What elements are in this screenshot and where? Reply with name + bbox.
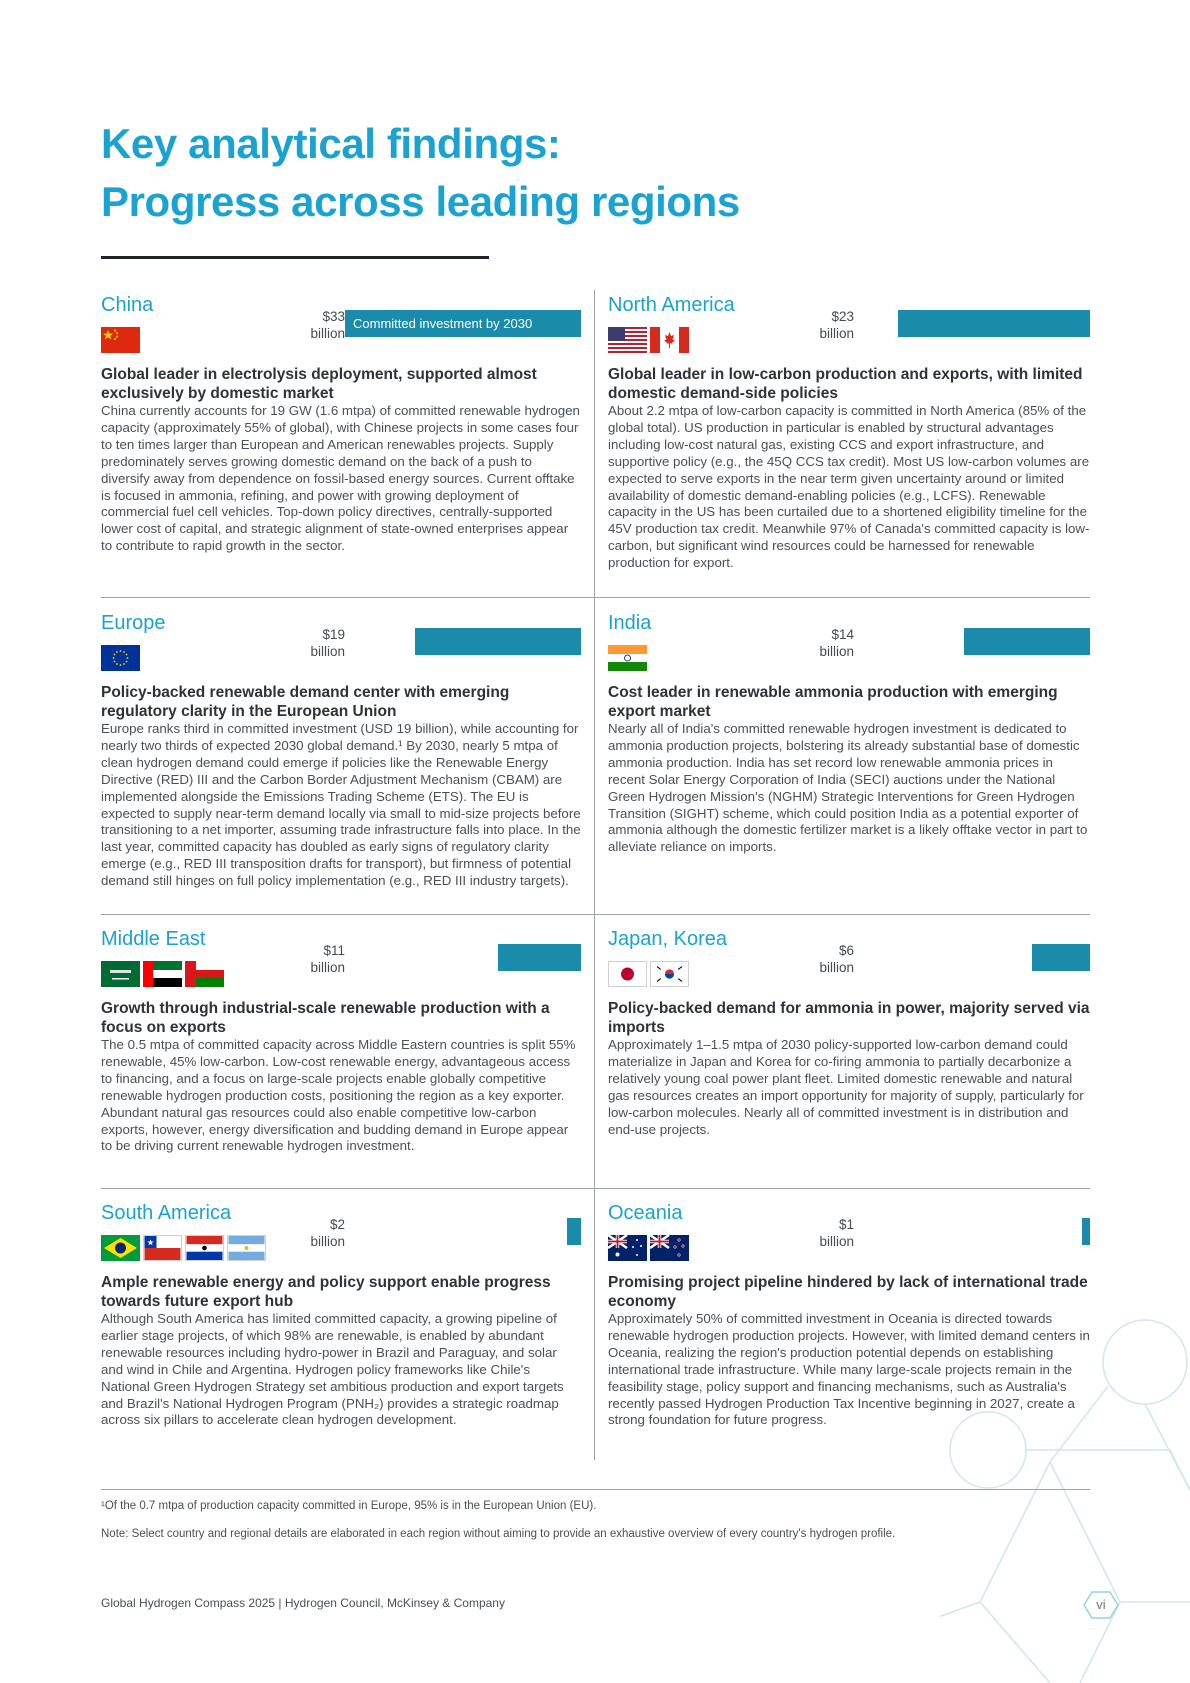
region-headline: Global leader in electrolysis deployment, supported almost exclusively by domestic market: [101, 366, 537, 402]
investment-amount: [310, 942, 345, 976]
region-title: Europe: [101, 612, 166, 634]
row-divider: [101, 914, 1090, 915]
south-korea-flag: [650, 961, 689, 987]
region-title: China: [101, 294, 154, 316]
investment-amount: [819, 942, 854, 976]
region-headline: Ample renewable energy and policy support enable progress towards future export hub: [101, 1274, 551, 1310]
page-title-line-1: Key analytical findings:: [101, 120, 561, 167]
footnote-divider: [101, 1489, 1090, 1490]
india-flag: [608, 645, 647, 671]
investment-bar: [345, 310, 581, 337]
region-description: The 0.5 mtpa of committed capacity across Middle Eastern countries is split 55% renewable, 45% low-carbon. Low-cost renewable energy, advantageous access to financing, and a focus on large-scale projects enable globally competitive renewable hydrogen production costs, positioning the region as a key exporter. Abundant natural gas resources could also enable competitive low-carbon exports, however, energy diversification and budding demand in Europe appear to be driving current renewable hydrogen investment.: [101, 1037, 576, 1154]
region-title: Japan, Korea: [608, 928, 727, 950]
region-section-south-america: [101, 1201, 581, 1461]
investment-bar: [567, 1218, 581, 1245]
investment-unit: billion: [310, 1234, 345, 1249]
flag-group: [101, 1235, 266, 1261]
argentina-flag: [227, 1235, 266, 1261]
flag-group: [101, 645, 140, 671]
region-section-oceania: [608, 1201, 1090, 1461]
region-title: Oceania: [608, 1202, 683, 1224]
footnote: ¹Of the 0.7 mtpa of production capacity committed in Europe, 95% is in the European Union (EU).: [101, 1500, 597, 1512]
region-description: China currently accounts for 19 GW (1.6 mtpa) of committed renewable hydrogen capacity (approximately 55% of global), with Chinese projects in some cases four to ten times larger than European and American renewables projects. Supply predominately serves growing domestic demand on the back of a push to diversify away from dependence on fossil-based energy sources. Current offtake is focused in ammonia, refining, and power with growing deployment of commercial fuel cell vehicles. Top-down policy directives, centrally-supported lower cost of capital, and strategic alignment of state-owned enterprises appear to contribute to rapid growth in the sector.: [101, 403, 580, 554]
china-flag: [101, 327, 140, 353]
investment-unit: billion: [819, 644, 854, 659]
investment-value: $23: [831, 309, 854, 324]
japan-flag: [608, 961, 647, 987]
region-headline: Cost leader in renewable ammonia production with emerging export market: [608, 684, 1058, 720]
investment-unit: billion: [819, 960, 854, 975]
usa-flag: [608, 327, 647, 353]
region-description: Europe ranks third in committed investment (USD 19 billion), while accounting for nearly two thirds of expected 2030 global demand.¹ By 2030, nearly 5 mtpa of clean hydrogen demand could emerge if policies like the Renewable Energy Directive (RED) III and the Carbon Border Adjustment Mechanism (CBAM) are implemented alongside the Emissions Trading Scheme (ETS). The EU is expected to supply near-term demand locally via small to mid-size projects before transitioning to a net importer, assuming trade infrastructure falls into place. In the last year, committed capacity has doubled as early signs of regulatory clarity emerge (e.g., RED III transposition drafts for transport), but firmness of potential demand still hinges on full policy implementation (e.g., RED III industry targets).: [101, 721, 581, 889]
investment-bar: [415, 628, 581, 655]
region-title: North America: [608, 294, 735, 316]
investment-bar: [964, 628, 1090, 655]
investment-amount: [819, 308, 854, 342]
region-description: Nearly all of India's committed renewable hydrogen investment is dedicated to ammonia production projects, bolstering its already substantial base of domestic ammonia production. India has set record low renewable ammonia prices in recent Solar Energy Corporation of India (SECI) auctions under the National Green Hydrogen Mission's (NGHM) Strategic Interventions for Green Hydrogen Transition (SIGHT) scheme, which could position India as a potential exporter of ammonia although the domestic fertilizer market is a likely offtake vector in part to alleviate reliance on imports.: [608, 721, 1088, 855]
region-headline: Global leader in low-carbon production and exports, with limited domestic demand-side policies: [608, 366, 1083, 402]
investment-value: $19: [322, 627, 345, 642]
row-divider: [101, 597, 1090, 598]
region-section-europe: [101, 611, 581, 911]
page-title-line-2: Progress across leading regions: [101, 178, 740, 225]
region-description: About 2.2 mtpa of low-carbon capacity is committed in North America (85% of the global total). US production in particular is enabled by structural advantages including low-cost natural gas, existing CCS and export infrastructure, and supportive policy (e.g., the 45Q CCS tax credit). Most US low-carbon volumes are expected to serve exports in the near term given uncertainty around or limited availability of domestic demand-enabling policies (e.g., LCFS). Renewable capacity in the US has been curtailed due to a shortened eligibility timeline for the 45V production tax credit. Meanwhile 97% of Canada's committed capacity is low-carbon, but significant wind resources could be harnessed for renewable production for export.: [608, 403, 1090, 571]
investment-amount: [819, 1216, 854, 1250]
investment-unit: billion: [310, 644, 345, 659]
footer-citation: Global Hydrogen Compass 2025 | Hydrogen Council, McKinsey & Company: [101, 1596, 505, 1610]
region-description: Approximately 1–1.5 mtpa of 2030 policy-supported low-carbon demand could materialize in Japan and Korea for co-firing ammonia to partially decarbonize a relatively young coal power plant fleet. Limited domestic renewable and natural gas resources creates an import opportunity for majority of supply, particularly for low-carbon molecules. Nearly all of committed investment is in distribution and end-use projects.: [608, 1037, 1084, 1137]
investment-value: $6: [838, 943, 854, 958]
saudi-arabia-flag: [101, 961, 140, 987]
investment-value: $14: [831, 627, 854, 642]
chile-flag: [143, 1235, 182, 1261]
investment-bar: [898, 310, 1090, 337]
eu-flag: [101, 645, 140, 671]
oman-flag: [185, 961, 224, 987]
region-headline: Growth through industrial-scale renewable production with a focus on exports: [101, 1000, 550, 1036]
region-section-japan-korea: [608, 927, 1090, 1185]
investment-unit: billion: [819, 1234, 854, 1249]
brazil-flag: [101, 1235, 140, 1261]
paraguay-flag: [185, 1235, 224, 1261]
region-title: South America: [101, 1202, 232, 1224]
investment-value: $1: [838, 1217, 854, 1232]
new-zealand-flag: [650, 1235, 689, 1261]
region-description: Approximately 50% of committed investment in Oceania is directed towards renewable hydrogen production projects. However, with limited demand centers in Oceania, realizing the region's production potential depends on establishing international trade infrastructure. While many large-scale projects remain in the feasibility stage, policy support and financing mechanisms, such as Australia's recently passed Hydrogen Production Tax Incentive beginning in 2027, create a strong foundation for future progress.: [608, 1311, 1090, 1428]
investment-amount: [310, 308, 345, 342]
region-title: Middle East: [101, 928, 206, 950]
investment-unit: billion: [310, 960, 345, 975]
flag-group: [608, 1235, 689, 1261]
flag-group: [101, 327, 140, 353]
australia-flag: [608, 1235, 647, 1261]
investment-unit: billion: [819, 326, 854, 341]
investment-amount: [819, 626, 854, 660]
flag-group: [608, 961, 689, 987]
region-headline: Policy-backed demand for ammonia in power, majority served via imports: [608, 1000, 1090, 1036]
region-description: Although South America has limited committed capacity, a growing pipeline of earlier stage projects, of which 98% are renewable, is enabled by abundant renewable resources including hydro-power in Brazil and Paraguay, and solar and wind in Chile and Argentina. Hydrogen policy frameworks like Chile's National Green Hydrogen Strategy set ambitious production and export targets and Brazil's National Hydrogen Program (PNH₂) provides a strategic roadmap across six pillars to accelerate clean hydrogen development.: [101, 1311, 564, 1428]
page-number: vi: [1096, 1597, 1106, 1612]
investment-bar: [1082, 1218, 1090, 1245]
region-headline: Promising project pipeline hindered by lack of international trade economy: [608, 1274, 1088, 1310]
investment-value: $11: [323, 943, 345, 958]
investment-bar: [1032, 944, 1090, 971]
region-section-china: [101, 293, 581, 593]
page-number-badge: [1083, 1591, 1119, 1619]
flag-group: [608, 327, 689, 353]
region-section-middle-east: [101, 927, 581, 1185]
canada-flag: [650, 327, 689, 353]
uae-flag: [143, 961, 182, 987]
column-divider: [594, 290, 595, 1460]
investment-value: $33: [322, 309, 345, 324]
region-headline: Policy-backed renewable demand center with emerging regulatory clarity in the European Union: [101, 684, 510, 720]
row-divider: [101, 1188, 1090, 1189]
investment-value: $2: [329, 1217, 345, 1232]
investment-amount: [310, 1216, 345, 1250]
investment-bar-label: Committed investment by 2030: [353, 316, 533, 331]
flag-group: [608, 645, 647, 671]
investment-bar: [498, 944, 581, 971]
region-section-india: [608, 611, 1090, 911]
note: Note: Select country and regional details are elaborated in each region without aiming to provide an exhaustive overview of every country's hydrogen profile.: [101, 1528, 896, 1540]
investment-amount: [310, 626, 345, 660]
title-rule: [101, 256, 489, 259]
flag-group: [101, 961, 224, 987]
region-title: India: [608, 612, 652, 634]
investment-unit: billion: [310, 326, 345, 341]
region-section-north-america: [608, 293, 1090, 593]
page-title: [101, 115, 740, 231]
